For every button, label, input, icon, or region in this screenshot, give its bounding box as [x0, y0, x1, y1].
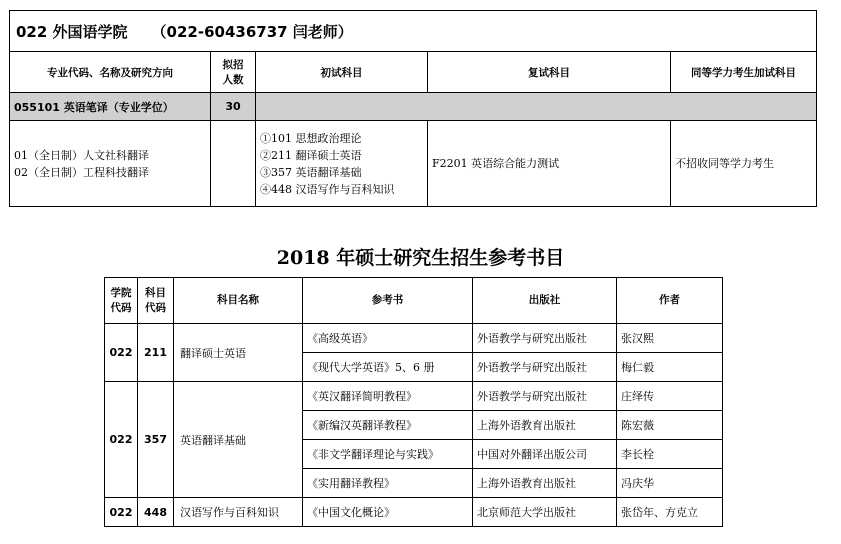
book-publisher: 中国对外翻译出版公司: [473, 440, 617, 469]
college-name: 022 外国语学院: [16, 22, 128, 41]
col-quota-line2: 人数: [222, 74, 244, 86]
col-quota-line1: 拟招: [222, 59, 244, 71]
book-publisher: 上海外语教育出版社: [473, 411, 617, 440]
book-author: 陈宏薇: [617, 411, 723, 440]
book-title: 《实用翻译教程》: [303, 469, 473, 498]
direction-item: 01（全日制）人文社科翻译: [14, 148, 149, 162]
subject-name: 翻译硕士英语: [174, 324, 303, 382]
book-author: 李长栓: [617, 440, 723, 469]
college-code: 022: [105, 324, 138, 382]
book-title: 《高级英语》: [303, 324, 473, 353]
col-college-code-line2: 代码: [110, 301, 132, 314]
col-author: 作者: [617, 278, 723, 324]
col-retest: 复试科目: [428, 52, 671, 93]
direction-item: 02（全日制）工程科技翻译: [14, 165, 149, 179]
book-title: 《英汉翻译简明教程》: [303, 382, 473, 411]
retest-cell: F2201 英语综合能力测试: [428, 121, 671, 207]
major-name: 055101 英语笔译（专业学位）: [10, 93, 211, 121]
book-author: 张汉熙: [617, 324, 723, 353]
col-extra: 同等学力考生加试科目: [671, 52, 817, 93]
college-code: 022: [105, 382, 138, 498]
book-publisher: 北京师范大学出版社: [473, 498, 617, 527]
enrollment-table: [9, 10, 817, 207]
book-publisher: 外语教学与研究出版社: [473, 324, 617, 353]
major-row-fill: [256, 93, 817, 121]
exam-item: ④448 汉语写作与百科知识: [260, 182, 395, 196]
major-quota: 30: [211, 93, 256, 121]
reference-books-title: 2018 年硕士研究生招生参考书目: [276, 247, 565, 269]
subject-code: 448: [138, 498, 174, 527]
col-subject-code-line2: 代码: [145, 301, 166, 314]
college-contact: （022-60436737 闫老师）: [151, 22, 353, 41]
col-first-exam: 初试科目: [256, 52, 428, 93]
col-subject-code-line1: 科目: [145, 286, 166, 299]
col-publisher: 出版社: [473, 278, 617, 324]
book-title: 《非文学翻译理论与实践》: [303, 440, 473, 469]
directions-cell: [10, 121, 211, 207]
book-title: 《新编汉英翻译教程》: [303, 411, 473, 440]
table-row: [105, 324, 723, 353]
reference-books-table: [104, 277, 723, 527]
college-header: [10, 11, 817, 52]
col-reference: 参考书: [303, 278, 473, 324]
book-title: 《现代大学英语》5、6 册: [303, 353, 473, 382]
quota-empty: [211, 121, 256, 207]
subject-name: 汉语写作与百科知识: [174, 498, 303, 527]
subject-code: 211: [138, 324, 174, 382]
table-row: [105, 382, 723, 411]
first-exam-cell: [256, 121, 428, 207]
col-college-code-line1: 学院: [110, 286, 132, 299]
exam-item: ③357 英语翻译基础: [260, 165, 362, 179]
col-subject-code: [138, 278, 174, 324]
exam-item: ①101 思想政治理论: [260, 131, 362, 145]
book-title: 《中国文化概论》: [303, 498, 473, 527]
extra-cell: 不招收同等学力考生: [671, 121, 817, 207]
col-quota: [211, 52, 256, 93]
col-subject-name: 科目名称: [174, 278, 303, 324]
book-publisher: 外语教学与研究出版社: [473, 353, 617, 382]
detail-row: [10, 121, 817, 207]
subject-name: 英语翻译基础: [174, 382, 303, 498]
book-publisher: 上海外语教育出版社: [473, 469, 617, 498]
col-major: 专业代码、名称及研究方向: [10, 52, 211, 93]
exam-item: ②211 翻译硕士英语: [260, 148, 362, 162]
book-author: 梅仁毅: [617, 353, 723, 382]
college-code: 022: [105, 498, 138, 527]
book-author: 庄绎传: [617, 382, 723, 411]
subject-code: 357: [138, 382, 174, 498]
book-author: 冯庆华: [617, 469, 723, 498]
book-author: 张岱年、方克立: [617, 498, 723, 527]
table-row: [105, 498, 723, 527]
book-publisher: 外语教学与研究出版社: [473, 382, 617, 411]
major-row: [10, 93, 817, 121]
col-college-code: [105, 278, 138, 324]
